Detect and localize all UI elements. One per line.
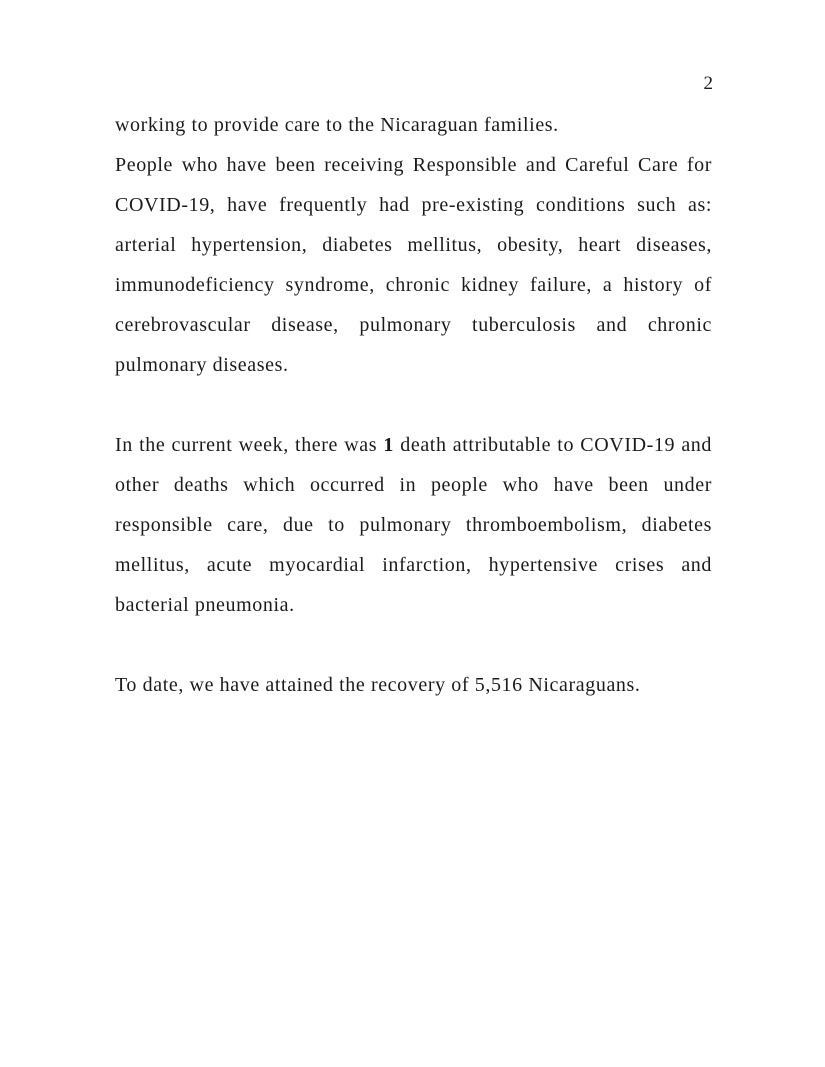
paragraph-weekly-deaths [115, 425, 712, 625]
death-count: 1 [383, 434, 395, 456]
document-body [115, 105, 712, 705]
paragraph-care-families: working to provide care to the Nicaraguan families. [115, 114, 559, 136]
paragraph-weekly-deaths-end: death attributable to COVID-19 and other deaths which occurred in people who have been under responsible care, due to pulmonary thromboembolism, diabetes mellitus, acute myocardial infarction, hypertensive crises and bacterial pneumonia. [115, 434, 712, 616]
paragraph-weekly-deaths-start: In the current week, there was [115, 434, 384, 456]
paragraph-preexisting-conditions: People who have been receiving Responsible and Careful Care for COVID-19, have frequently had pre-existing conditions such as: arterial hypertension, diabetes mellitus, obesity, heart diseases, immunodeficiency syndrome, chronic kidney failure, a history of cerebrovascular disease, pulmonary tuberculosis and chronic pulmonary diseases. [115, 154, 712, 376]
paragraph-recoveries: To date, we have attained the recovery of 5,516 Nicaraguans. [115, 674, 641, 696]
page-number: 2 [703, 73, 713, 94]
